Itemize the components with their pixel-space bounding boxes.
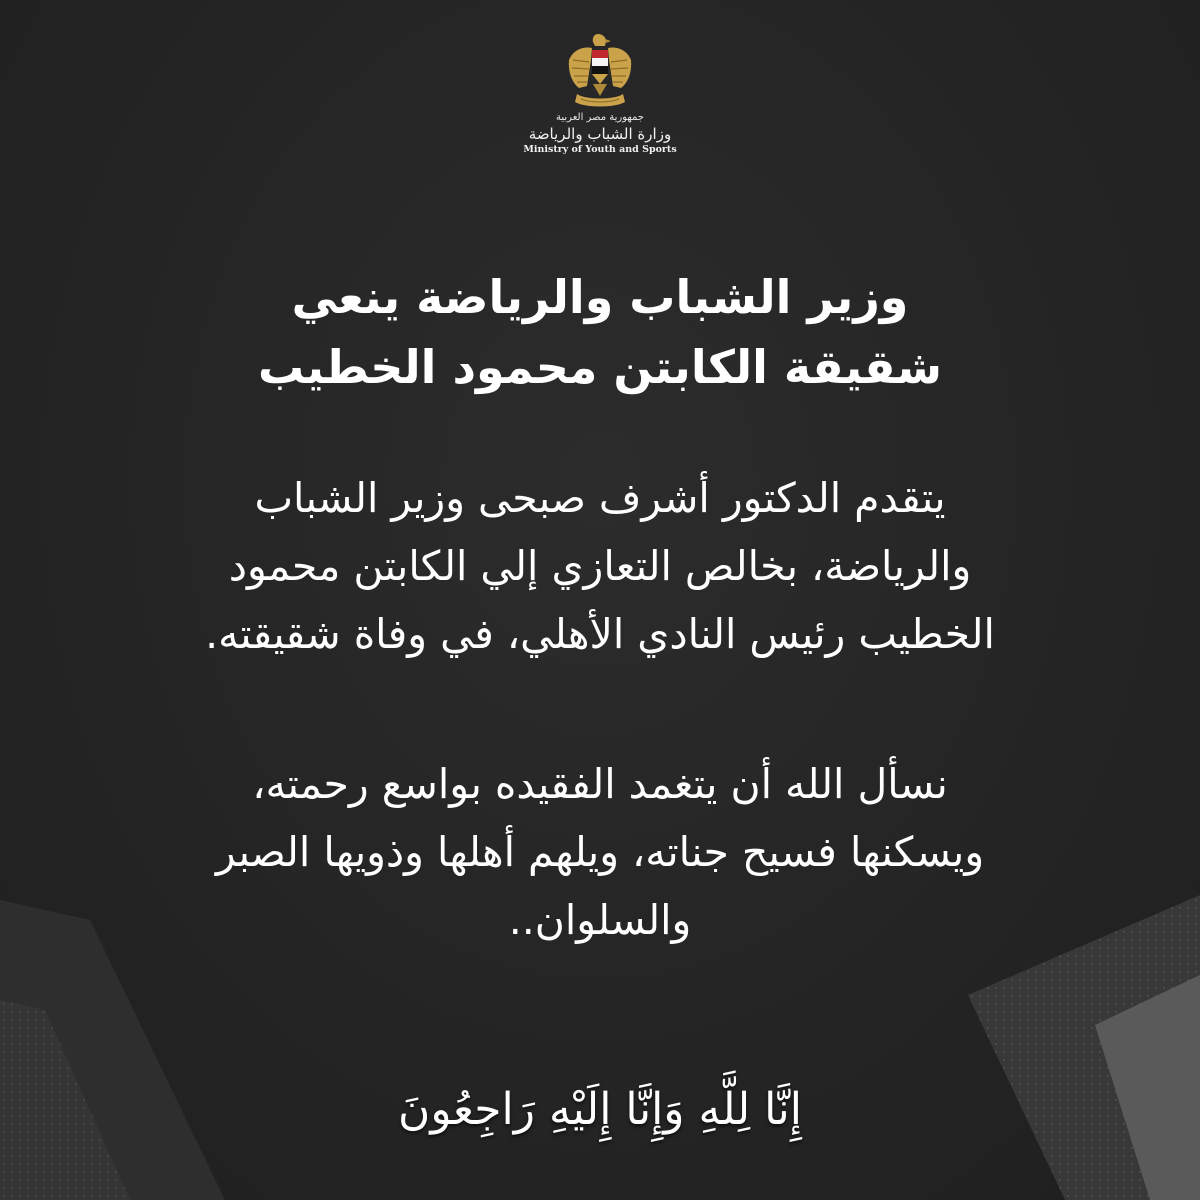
paragraph-1-line-1: يتقدم الدكتور أشرف صبحى وزير الشباب	[254, 474, 946, 522]
deco-shape-left-front	[0, 1000, 130, 1200]
condolence-paragraph	[100, 464, 1100, 668]
republic-label: جمهورية مصر العربية	[556, 112, 644, 123]
headline	[100, 262, 1100, 402]
paragraph-2-line-1: نسأل الله أن يتغمد الفقيده بواسع رحمته،	[252, 760, 948, 808]
ministry-name-english: Ministry of Youth and Sports	[523, 144, 677, 155]
headline-line-1: وزير الشباب والرياضة ينعي	[291, 270, 909, 324]
egypt-eagle-emblem-icon	[565, 30, 635, 112]
paragraph-2-line-2: ويسكنها فسيح جناته، ويلهم أهلها وذويها الصبر	[215, 828, 985, 876]
ministry-name-arabic: وزارة الشباب والرياضة	[528, 125, 672, 143]
paragraph-2-line-3: والسلوان..	[508, 896, 692, 944]
prayer-paragraph	[100, 750, 1100, 954]
ministry-logo	[520, 30, 680, 190]
paragraph-1-line-2: والرياضة، بخالص التعازي إلي الكابتن محمود	[228, 542, 972, 590]
quran-verse-calligraphy: إِنَّا لِلَّهِ وَإِنَّا إِلَيْهِ رَاجِعُونَ	[398, 1084, 802, 1135]
headline-line-2: شقيقة الكابتن محمود الخطيب	[257, 340, 943, 394]
deco-shape-right-front	[1095, 975, 1200, 1200]
paragraph-1-line-3: الخطيب رئيس النادي الأهلي، في وفاة شقيقته.	[205, 610, 995, 658]
